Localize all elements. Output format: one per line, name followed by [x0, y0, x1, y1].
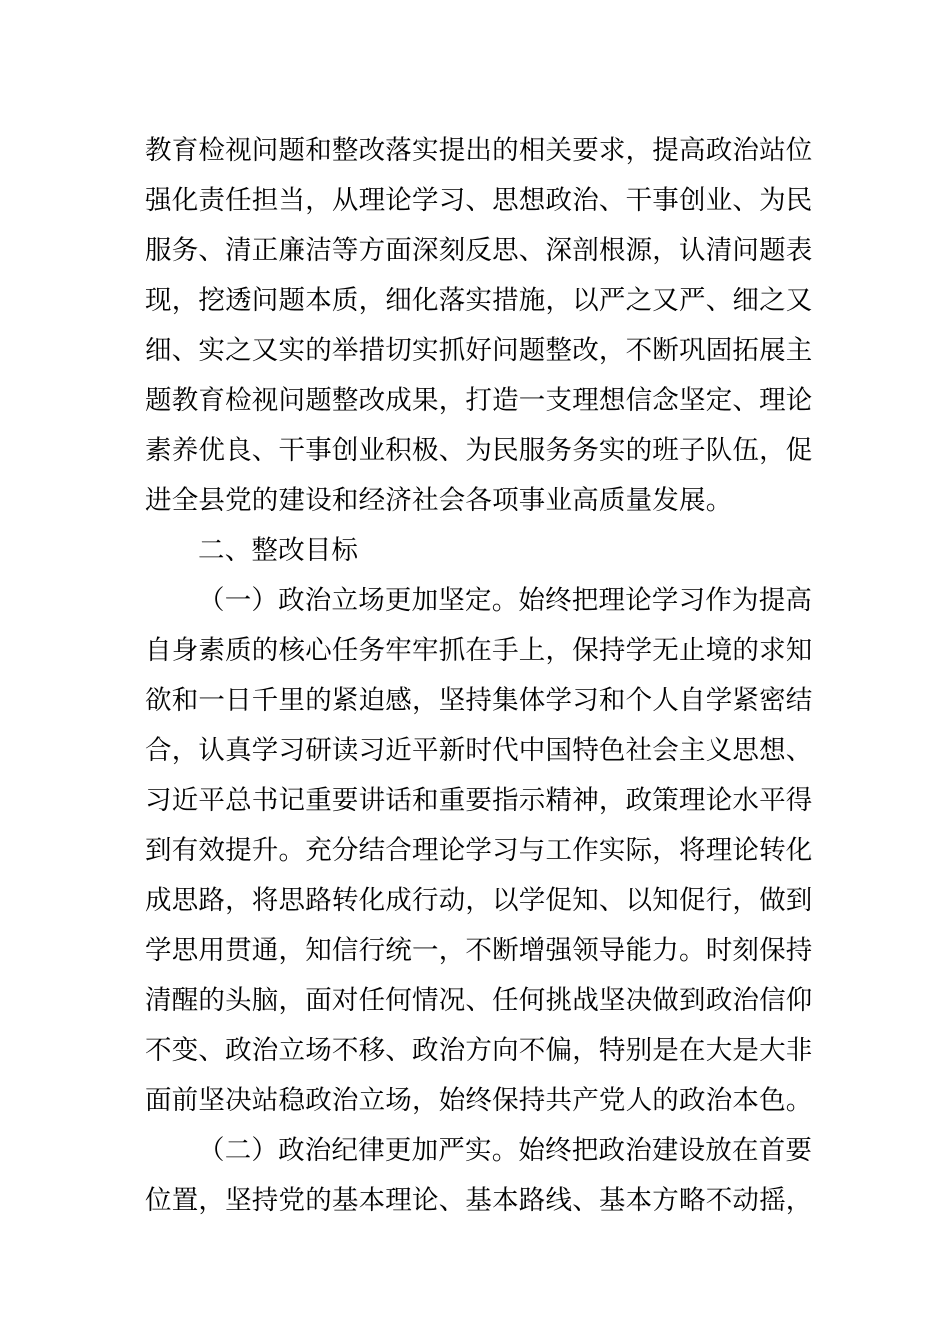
paragraph-3: [145, 1126, 813, 1226]
text-line: 清醒的头脑，面对任何情况、任何挑战坚决做到政治信仰: [145, 985, 813, 1016]
text-line: 素养优良、干事创业积极、为民服务务实的班子队伍，促: [145, 435, 813, 466]
paragraph-2: [145, 576, 813, 1126]
text-line: 面前坚决站稳政治立场，始终保持共产党人的政治本色。: [145, 1085, 813, 1116]
document-body: [145, 126, 813, 1226]
text-line: 位置，坚持党的基本理论、基本路线、基本方略不动摇，: [145, 1185, 813, 1216]
paragraph-1: [145, 126, 813, 526]
text-line: 自身素质的核心任务牢牢抓在手上，保持学无止境的求知: [145, 635, 813, 666]
text-line: 习近平总书记重要讲话和重要指示精神，政策理论水平得: [145, 785, 813, 816]
text-line: 到有效提升。充分结合理论学习与工作实际，将理论转化: [145, 835, 813, 866]
section-heading: 二、整改目标: [198, 535, 359, 566]
text-line: 成思路，将思路转化成行动，以学促知、以知促行，做到: [145, 885, 813, 916]
text-line: 题教育检视问题整改成果，打造一支理想信念坚定、理论: [145, 385, 813, 416]
text-line: 强化责任担当，从理论学习、思想政治、干事创业、为民: [145, 185, 813, 216]
text-line: 学思用贯通，知信行统一，不断增强领导能力。时刻保持: [145, 935, 813, 966]
text-line: 现，挖透问题本质，细化落实措施，以严之又严、细之又: [145, 285, 813, 316]
text-line: （一）政治立场更加坚定。始终把理论学习作为提高: [198, 585, 813, 616]
text-line: 服务、清正廉洁等方面深刻反思、深剖根源，认清问题表: [145, 235, 813, 266]
text-line: 细、实之又实的举措切实抓好问题整改，不断巩固拓展主: [145, 335, 813, 366]
text-line: 进全县党的建设和经济社会各项事业高质量发展。: [145, 485, 733, 516]
text-line: 教育检视问题和整改落实提出的相关要求，提高政治站位: [145, 135, 813, 166]
text-line: 合，认真学习研读习近平新时代中国特色社会主义思想、: [145, 735, 813, 766]
text-line: 不变、政治立场不移、政治方向不偏，特别是在大是大非: [145, 1035, 813, 1066]
text-line: （二）政治纪律更加严实。始终把政治建设放在首要: [198, 1135, 813, 1166]
text-line: 欲和一日千里的紧迫感，坚持集体学习和个人自学紧密结: [145, 685, 813, 716]
